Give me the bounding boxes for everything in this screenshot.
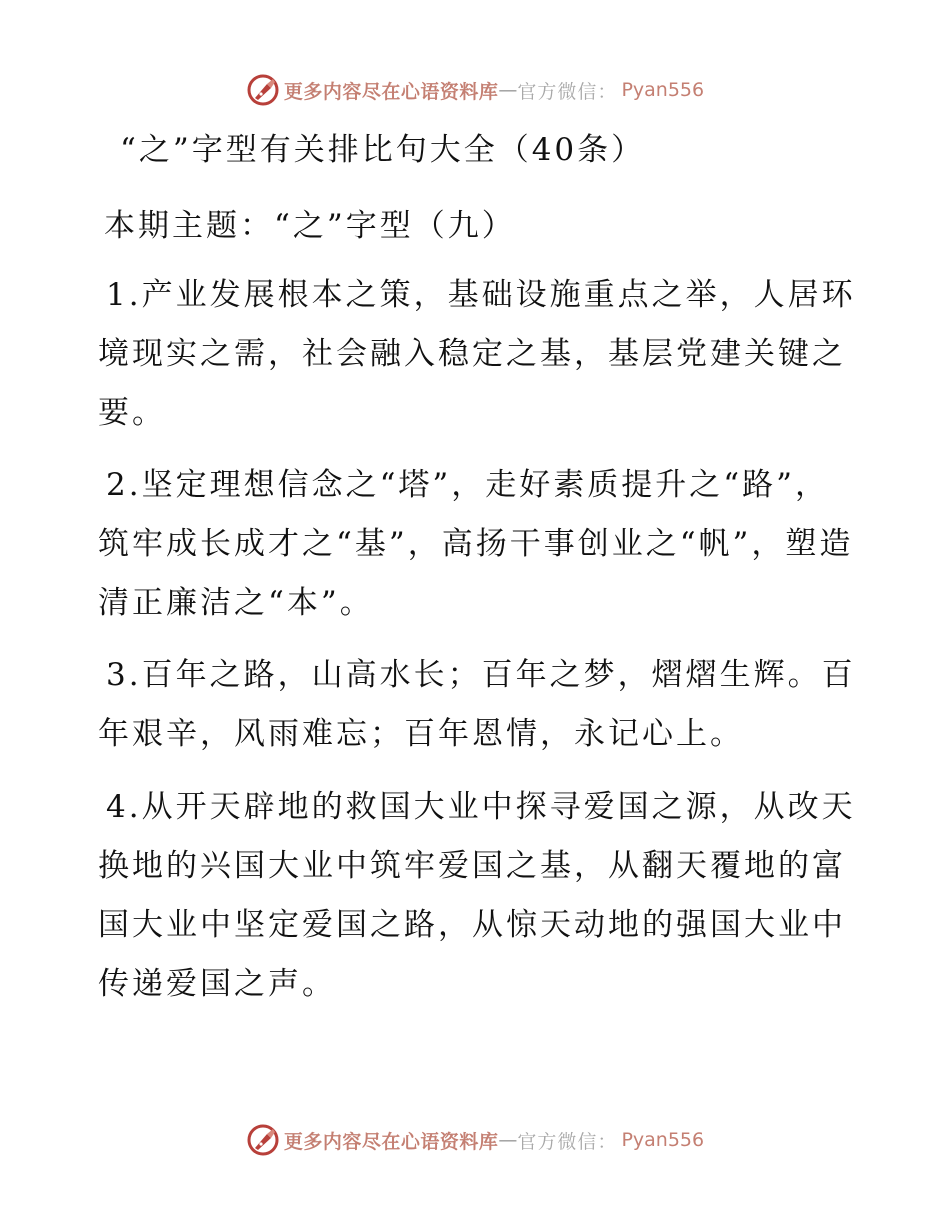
banner-wechat-label: 官方微信： xyxy=(517,80,618,103)
banner-brand-text: 更多内容尽在心语资料库 xyxy=(283,80,499,103)
list-item: 1.产业发展根本之策，基础设施重点之举，人居环境现实之需，社会融入稳定之基，基层党建关键之要。 xyxy=(98,277,856,431)
list-item: 2.坚定理想信念之“塔”，走好素质提升之“路”，筑牢成长成才之“基”，高扬干事创业之“帆”，塑造清正廉洁之“本”。 xyxy=(98,467,854,621)
banner-wechat-label: 官方微信： xyxy=(517,1130,618,1153)
header-banner xyxy=(0,68,950,112)
pen-nib-logo-icon xyxy=(246,73,280,107)
banner-wechat-id: Pyan556 xyxy=(621,79,705,101)
list-item: 3.百年之路，山高水长；百年之梦，熠熠生辉。百年艰辛，风雨难忘；百年恩情，永记心上。 xyxy=(98,657,856,752)
pen-nib-logo-icon xyxy=(246,1123,280,1157)
list-item: 4.从开天辟地的救国大业中探寻爱国之源，从改天换地的兴国大业中筑牢爱国之基，从翻天覆地的富国大业中坚定爱国之路，从惊天动地的强国大业中传递爱国之声。 xyxy=(98,789,856,1002)
footer-banner xyxy=(0,1118,950,1162)
banner-brand-text: 更多内容尽在心语资料库 xyxy=(283,1130,499,1153)
page-subtitle: 本期主题：“之”字型（九） xyxy=(104,208,516,244)
banner-dash: — xyxy=(498,1129,518,1151)
banner-wechat-id: Pyan556 xyxy=(621,1129,705,1151)
page-title: “之”字型有关排比句大全（40条） xyxy=(120,132,646,168)
banner-dash: — xyxy=(498,79,518,101)
